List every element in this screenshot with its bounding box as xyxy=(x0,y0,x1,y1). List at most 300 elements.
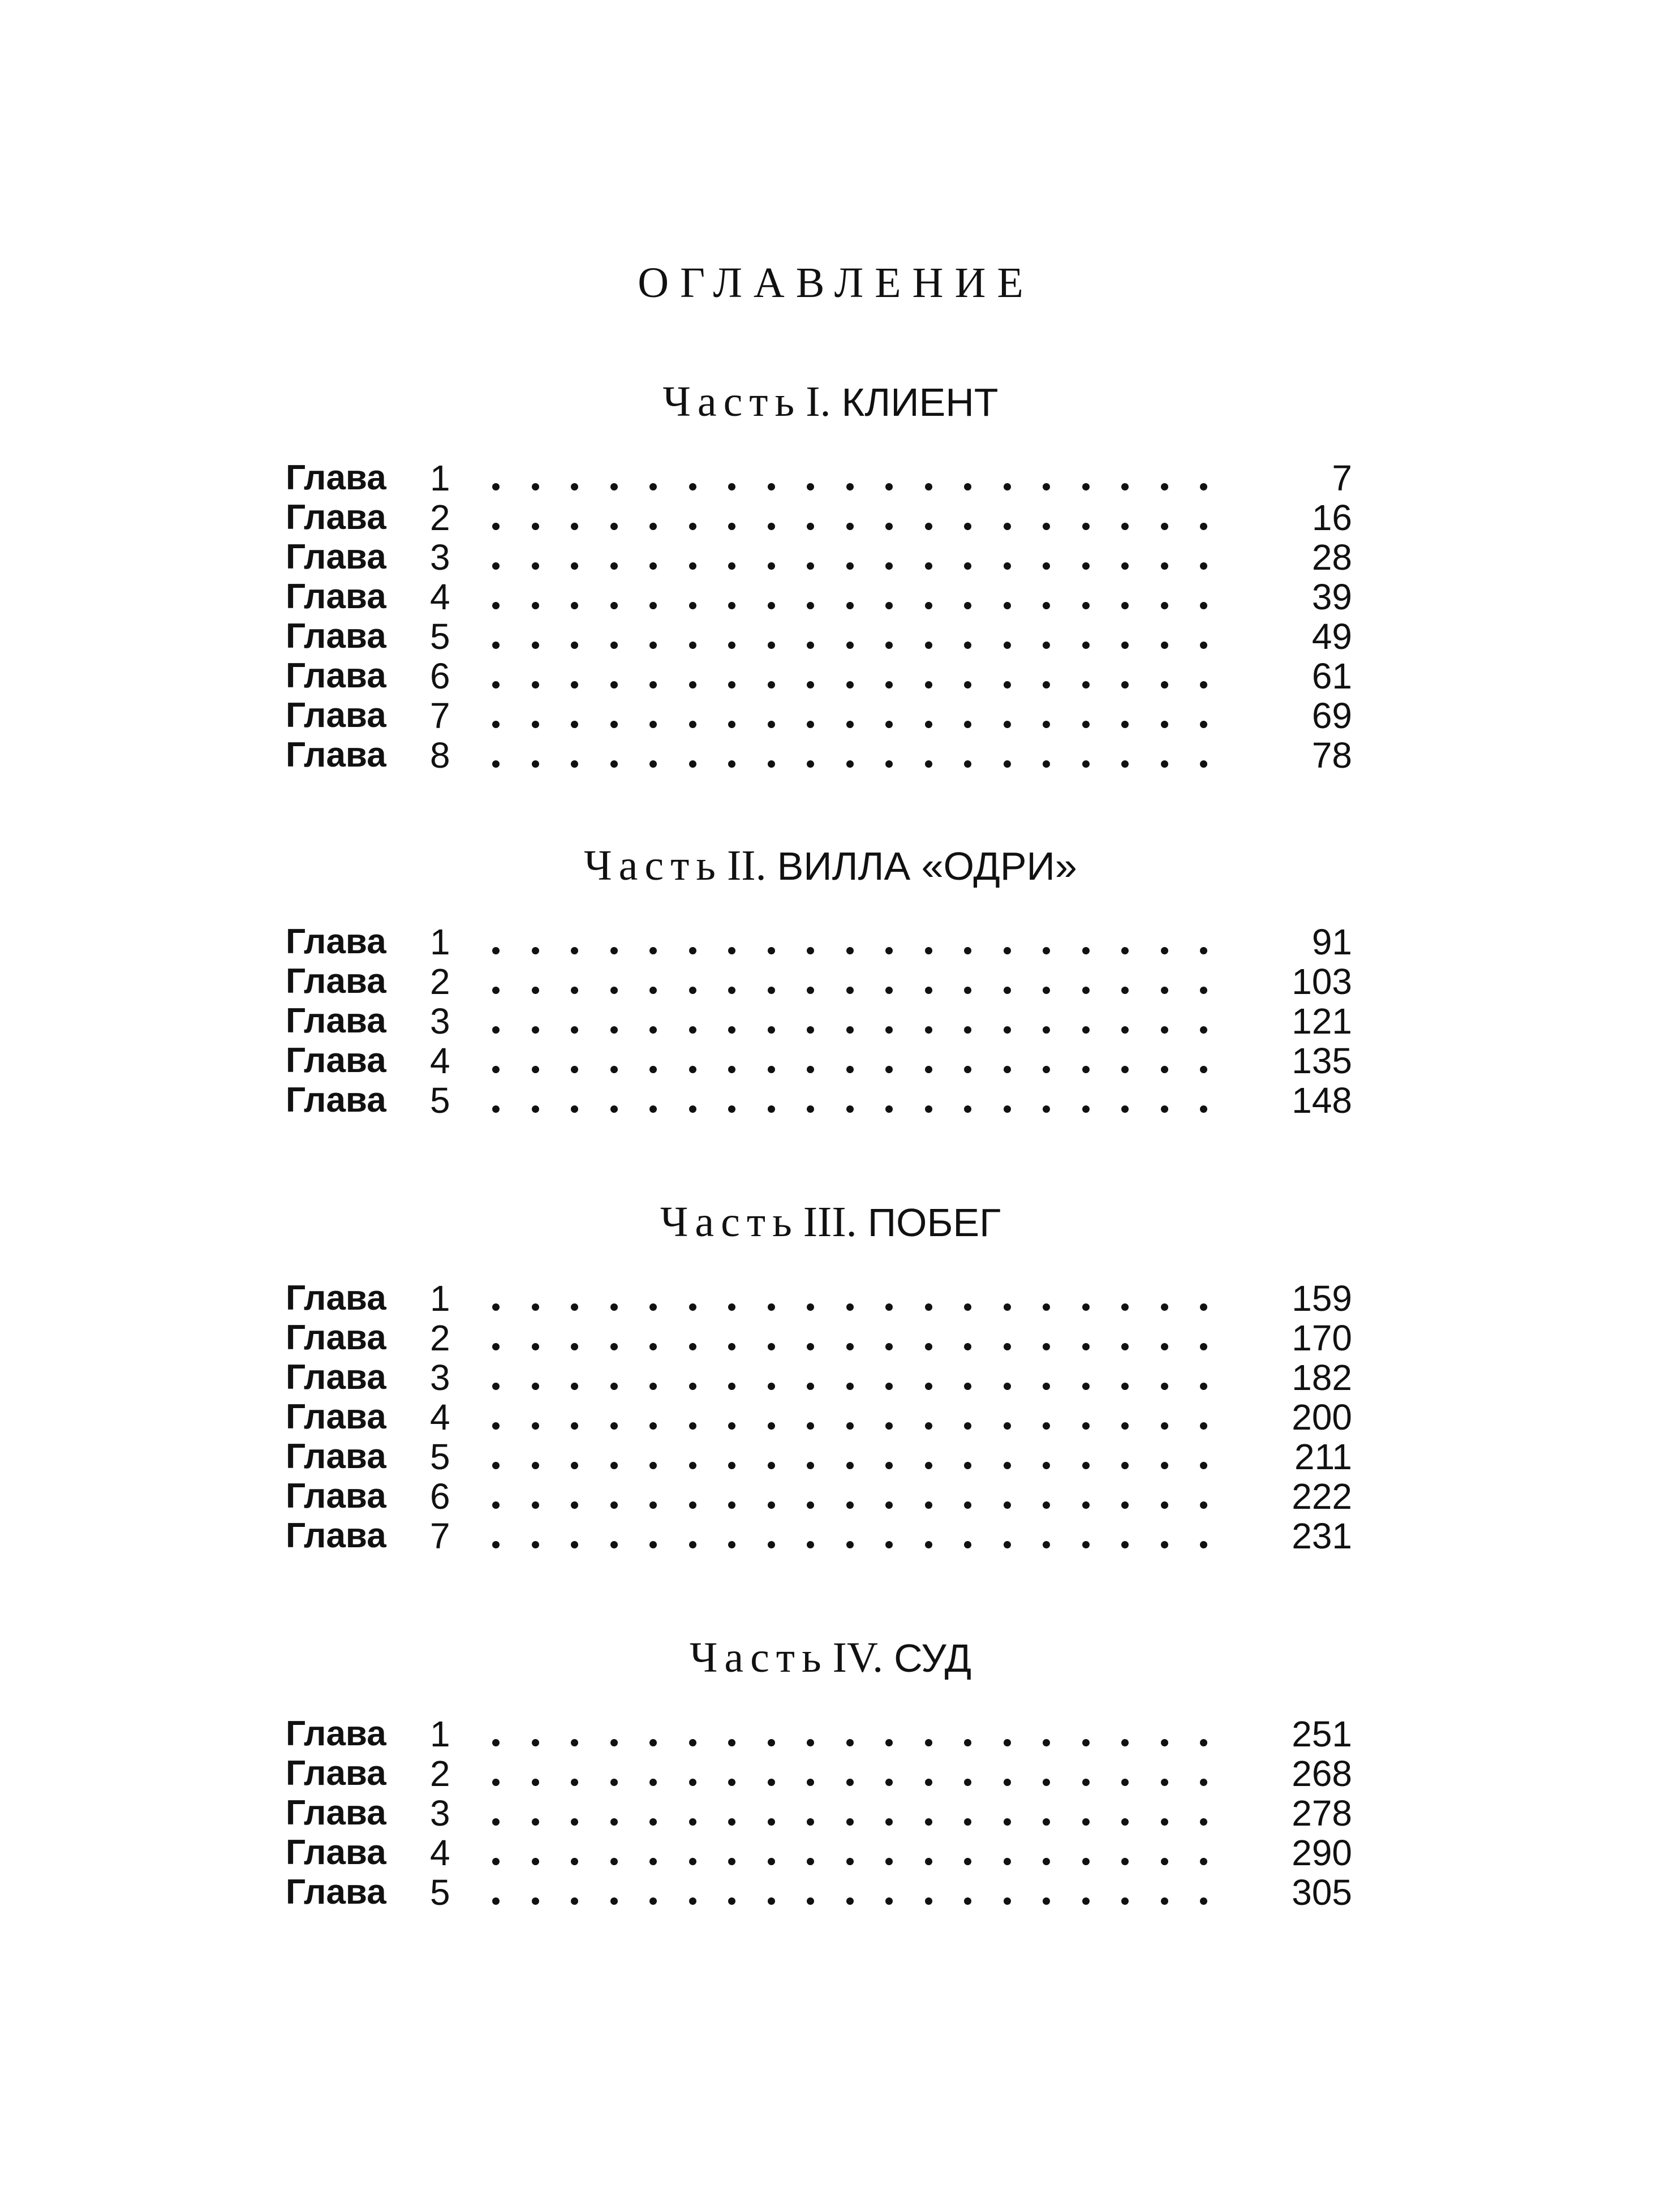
chapter-page-number: 231 xyxy=(1292,1516,1352,1556)
leader-dot xyxy=(885,947,893,954)
leader-dot xyxy=(964,483,971,490)
dot-leader xyxy=(492,577,1245,617)
leader-dot xyxy=(885,602,893,609)
leader-dot xyxy=(689,483,696,490)
leader-dot xyxy=(1121,947,1129,954)
chapter-page-number: 135 xyxy=(1292,1040,1352,1081)
leader-dot xyxy=(649,1501,657,1509)
chapter-page-number: 148 xyxy=(1292,1080,1352,1121)
leader-dot xyxy=(1082,602,1090,609)
leader-dot xyxy=(925,1779,932,1786)
leader-dot xyxy=(846,987,854,994)
leader-dot xyxy=(1161,1422,1168,1430)
leader-dot xyxy=(768,523,775,530)
leader-dot xyxy=(532,1026,539,1034)
leader-dot xyxy=(925,1105,932,1113)
chapter-page-number: 170 xyxy=(1292,1318,1352,1358)
chapter-number: 2 xyxy=(430,1318,450,1358)
leader-dot xyxy=(689,523,696,530)
leader-dot xyxy=(532,1303,539,1311)
chapter-label: Глава xyxy=(286,1477,386,1516)
chapter-number: 7 xyxy=(430,1516,450,1556)
dot-leader xyxy=(492,1397,1245,1437)
part-name: ПОБЕГ xyxy=(867,1200,1001,1245)
leader-dot xyxy=(728,1383,735,1390)
leader-dot xyxy=(1043,1858,1050,1865)
part-numeral: I. xyxy=(806,378,831,425)
leader-dot xyxy=(649,947,657,954)
leader-dot xyxy=(689,562,696,570)
chapter-row[interactable] xyxy=(0,735,1661,775)
leader-dot xyxy=(807,1818,814,1826)
leader-dot xyxy=(1161,1303,1168,1311)
leader-dot xyxy=(1200,1343,1207,1350)
dot-leader xyxy=(492,1318,1245,1358)
leader-dot xyxy=(768,1739,775,1746)
leader-dot xyxy=(610,1779,618,1786)
dot-leader xyxy=(492,656,1245,696)
leader-dot xyxy=(649,483,657,490)
leader-dot xyxy=(768,1818,775,1826)
leader-dot xyxy=(571,721,578,728)
leader-dot xyxy=(807,1422,814,1430)
leader-dot xyxy=(492,1343,500,1350)
leader-dot xyxy=(1121,562,1129,570)
leader-dot xyxy=(925,760,932,768)
leader-dot xyxy=(492,1779,500,1786)
leader-dot xyxy=(1043,1818,1050,1826)
chapter-label: Глава xyxy=(286,1358,386,1397)
leader-dot xyxy=(689,681,696,688)
chapter-row[interactable] xyxy=(0,498,1661,537)
leader-dot xyxy=(1121,1462,1129,1469)
leader-dot xyxy=(885,1105,893,1113)
leader-dot xyxy=(885,760,893,768)
leader-dot xyxy=(807,947,814,954)
leader-dot xyxy=(610,642,618,649)
chapter-number: 3 xyxy=(430,1793,450,1834)
leader-dot xyxy=(1121,1818,1129,1826)
leader-dot xyxy=(689,1105,696,1113)
leader-dot xyxy=(1200,1422,1207,1430)
leader-dot xyxy=(1082,1422,1090,1430)
leader-dot xyxy=(768,681,775,688)
leader-dot xyxy=(1121,721,1129,728)
chapter-page-number: 251 xyxy=(1292,1714,1352,1754)
leader-dot xyxy=(1121,1501,1129,1509)
chapter-page-number: 7 xyxy=(1332,458,1352,498)
leader-dot xyxy=(1004,1739,1011,1746)
leader-dot xyxy=(1004,642,1011,649)
chapter-row[interactable] xyxy=(0,1041,1661,1081)
leader-dot xyxy=(925,1422,932,1430)
chapter-label: Глава xyxy=(286,1754,386,1793)
leader-dot xyxy=(532,523,539,530)
chapter-number: 5 xyxy=(430,1872,450,1913)
chapter-number: 7 xyxy=(430,695,450,736)
leader-dot xyxy=(610,602,618,609)
chapter-row[interactable] xyxy=(0,656,1661,696)
leader-dot xyxy=(689,1897,696,1905)
leader-dot xyxy=(1004,523,1011,530)
leader-dot xyxy=(846,1422,854,1430)
leader-dot xyxy=(1004,1897,1011,1905)
chapter-row[interactable] xyxy=(0,1397,1661,1437)
chapter-number: 5 xyxy=(430,1080,450,1121)
leader-dot xyxy=(885,1858,893,1865)
leader-dot xyxy=(728,947,735,954)
leader-dot xyxy=(610,1303,618,1311)
leader-dot xyxy=(1161,1541,1168,1548)
leader-dot xyxy=(728,1105,735,1113)
leader-dot xyxy=(571,1739,578,1746)
leader-dot xyxy=(532,1343,539,1350)
leader-dot xyxy=(964,987,971,994)
chapter-row[interactable] xyxy=(0,617,1661,656)
leader-dot xyxy=(532,1422,539,1430)
leader-dot xyxy=(768,1343,775,1350)
chapter-label: Глава xyxy=(286,1833,386,1872)
leader-dot xyxy=(925,562,932,570)
leader-dot xyxy=(610,523,618,530)
leader-dot xyxy=(492,562,500,570)
leader-dot xyxy=(728,1462,735,1469)
leader-dot xyxy=(649,1739,657,1746)
dot-leader xyxy=(492,1754,1245,1793)
leader-dot xyxy=(1121,523,1129,530)
leader-dot xyxy=(1121,483,1129,490)
leader-dot xyxy=(492,1818,500,1826)
leader-dot xyxy=(768,483,775,490)
leader-dot xyxy=(492,947,500,954)
part-numeral: IV. xyxy=(832,1634,884,1681)
part-heading xyxy=(0,1194,1661,1251)
leader-dot xyxy=(1200,642,1207,649)
leader-dot xyxy=(571,1422,578,1430)
leader-dot xyxy=(1200,987,1207,994)
chapter-row[interactable] xyxy=(0,1437,1661,1477)
chapter-label: Глава xyxy=(286,498,386,537)
leader-dot xyxy=(1082,987,1090,994)
chapter-number: 6 xyxy=(430,1476,450,1517)
chapter-row[interactable] xyxy=(0,1516,1661,1556)
chapter-row[interactable] xyxy=(0,1279,1661,1318)
leader-dot xyxy=(532,483,539,490)
leader-dot xyxy=(492,1541,500,1548)
leader-dot xyxy=(925,1303,932,1311)
leader-dot xyxy=(885,681,893,688)
leader-dot xyxy=(1004,1343,1011,1350)
chapter-label: Глава xyxy=(286,1001,386,1040)
leader-dot xyxy=(1161,1501,1168,1509)
leader-dot xyxy=(610,1541,618,1548)
leader-dot xyxy=(768,562,775,570)
chapter-row[interactable] xyxy=(0,1754,1661,1793)
dot-leader xyxy=(492,617,1245,656)
leader-dot xyxy=(885,1303,893,1311)
leader-dot xyxy=(532,1066,539,1073)
leader-dot xyxy=(885,1818,893,1826)
chapter-label: Глава xyxy=(286,1397,386,1436)
chapter-label: Глава xyxy=(286,922,386,961)
leader-dot xyxy=(846,947,854,954)
leader-dot xyxy=(1004,1818,1011,1826)
leader-dot xyxy=(1004,1066,1011,1073)
leader-dot xyxy=(768,721,775,728)
leader-dot xyxy=(728,602,735,609)
leader-dot xyxy=(649,523,657,530)
chapter-row[interactable] xyxy=(0,1318,1661,1358)
dot-leader xyxy=(492,1437,1245,1477)
leader-dot xyxy=(768,1105,775,1113)
leader-dot xyxy=(846,1541,854,1548)
chapter-row[interactable] xyxy=(0,1714,1661,1754)
page-title: ОГЛАВЛЕНИЕ xyxy=(638,259,1035,307)
leader-dot xyxy=(1161,1343,1168,1350)
leader-dot xyxy=(1161,1818,1168,1826)
leader-dot xyxy=(728,1343,735,1350)
dot-leader xyxy=(492,1358,1245,1397)
leader-dot xyxy=(1043,562,1050,570)
leader-dot xyxy=(1121,1303,1129,1311)
leader-dot xyxy=(689,1343,696,1350)
leader-dot xyxy=(571,523,578,530)
leader-dot xyxy=(1004,1383,1011,1390)
leader-dot xyxy=(885,1462,893,1469)
leader-dot xyxy=(885,1343,893,1350)
leader-dot xyxy=(964,1066,971,1073)
leader-dot xyxy=(925,523,932,530)
chapter-number: 1 xyxy=(430,922,450,962)
leader-dot xyxy=(807,1026,814,1034)
leader-dot xyxy=(689,987,696,994)
leader-dot xyxy=(1121,1066,1129,1073)
part-numeral: II. xyxy=(726,842,767,889)
dot-leader xyxy=(492,458,1245,498)
leader-dot xyxy=(1043,642,1050,649)
leader-dot xyxy=(532,1541,539,1548)
chapter-row[interactable] xyxy=(0,962,1661,1001)
leader-dot xyxy=(1121,1858,1129,1865)
leader-dot xyxy=(1082,1779,1090,1786)
chapter-row[interactable] xyxy=(0,1793,1661,1833)
leader-dot xyxy=(964,1739,971,1746)
dot-leader xyxy=(492,922,1245,962)
leader-dot xyxy=(1200,1818,1207,1826)
part-numeral: III. xyxy=(803,1198,857,1246)
leader-dot xyxy=(610,1818,618,1826)
chapter-page-number: 290 xyxy=(1292,1832,1352,1873)
leader-dot xyxy=(1200,1026,1207,1034)
chapter-label: Глава xyxy=(286,735,386,774)
part-word: Часть xyxy=(660,1198,799,1246)
chapter-page-number: 69 xyxy=(1311,695,1352,736)
chapter-row[interactable] xyxy=(0,537,1661,577)
leader-dot xyxy=(1082,1501,1090,1509)
leader-dot xyxy=(846,1462,854,1469)
leader-dot xyxy=(768,602,775,609)
leader-dot xyxy=(649,1026,657,1034)
leader-dot xyxy=(1200,1897,1207,1905)
leader-dot xyxy=(1004,602,1011,609)
leader-dot xyxy=(1121,1422,1129,1430)
leader-dot xyxy=(1082,642,1090,649)
leader-dot xyxy=(1200,483,1207,490)
chapter-row[interactable] xyxy=(0,696,1661,735)
leader-dot xyxy=(964,1818,971,1826)
leader-dot xyxy=(1121,1897,1129,1905)
leader-dot xyxy=(846,1739,854,1746)
leader-dot xyxy=(571,1026,578,1034)
leader-dot xyxy=(846,1818,854,1826)
chapter-row[interactable] xyxy=(0,1358,1661,1397)
leader-dot xyxy=(571,1779,578,1786)
chapter-number: 4 xyxy=(430,576,450,617)
leader-dot xyxy=(649,1343,657,1350)
leader-dot xyxy=(571,681,578,688)
leader-dot xyxy=(571,987,578,994)
chapter-number: 3 xyxy=(430,1001,450,1042)
chapter-page-number: 91 xyxy=(1311,922,1352,962)
leader-dot xyxy=(846,760,854,768)
leader-dot xyxy=(768,1858,775,1865)
leader-dot xyxy=(1082,1897,1090,1905)
leader-dot xyxy=(768,1541,775,1548)
leader-dot xyxy=(1200,1779,1207,1786)
leader-dot xyxy=(964,1303,971,1311)
leader-dot xyxy=(846,1501,854,1509)
leader-dot xyxy=(1200,947,1207,954)
chapter-label: Глава xyxy=(286,696,386,735)
chapter-page-number: 28 xyxy=(1311,537,1352,578)
chapter-row[interactable] xyxy=(0,1001,1661,1041)
leader-dot xyxy=(807,562,814,570)
leader-dot xyxy=(571,1105,578,1113)
leader-dot xyxy=(1200,562,1207,570)
dot-leader xyxy=(492,1873,1245,1912)
leader-dot xyxy=(1161,483,1168,490)
leader-dot xyxy=(846,1343,854,1350)
leader-dot xyxy=(925,1343,932,1350)
chapter-page-number: 16 xyxy=(1311,497,1352,538)
leader-dot xyxy=(689,642,696,649)
leader-dot xyxy=(728,1303,735,1311)
leader-dot xyxy=(768,760,775,768)
leader-dot xyxy=(807,1541,814,1548)
leader-dot xyxy=(925,1739,932,1746)
leader-dot xyxy=(728,1422,735,1430)
leader-dot xyxy=(1082,1066,1090,1073)
chapter-page-number: 39 xyxy=(1311,576,1352,617)
chapter-row[interactable] xyxy=(0,1873,1661,1912)
leader-dot xyxy=(1200,602,1207,609)
part-word: Часть xyxy=(689,1634,828,1681)
chapter-row[interactable] xyxy=(0,1477,1661,1516)
leader-dot xyxy=(807,1858,814,1865)
chapter-number: 6 xyxy=(430,656,450,696)
chapter-row[interactable] xyxy=(0,922,1661,962)
leader-dot xyxy=(964,681,971,688)
leader-dot xyxy=(964,1541,971,1548)
leader-dot xyxy=(925,1501,932,1509)
leader-dot xyxy=(768,1897,775,1905)
chapter-row[interactable] xyxy=(0,1833,1661,1873)
leader-dot xyxy=(885,1066,893,1073)
leader-dot xyxy=(807,1343,814,1350)
chapter-label: Глава xyxy=(286,617,386,656)
chapter-number: 3 xyxy=(430,1357,450,1398)
leader-dot xyxy=(1043,1739,1050,1746)
leader-dot xyxy=(571,483,578,490)
chapter-number: 1 xyxy=(430,1278,450,1319)
leader-dot xyxy=(964,1026,971,1034)
leader-dot xyxy=(807,1462,814,1469)
leader-dot xyxy=(964,602,971,609)
chapter-number: 8 xyxy=(430,735,450,776)
leader-dot xyxy=(885,1383,893,1390)
leader-dot xyxy=(964,642,971,649)
leader-dot xyxy=(964,1462,971,1469)
leader-dot xyxy=(649,1066,657,1073)
leader-dot xyxy=(925,1818,932,1826)
leader-dot xyxy=(689,1739,696,1746)
leader-dot xyxy=(532,1779,539,1786)
leader-dot xyxy=(1043,1897,1050,1905)
chapter-row[interactable] xyxy=(0,1081,1661,1120)
leader-dot xyxy=(768,1462,775,1469)
leader-dot xyxy=(1043,1343,1050,1350)
leader-dot xyxy=(925,642,932,649)
chapter-label: Глава xyxy=(286,537,386,576)
leader-dot xyxy=(610,760,618,768)
leader-dot xyxy=(1200,760,1207,768)
leader-dot xyxy=(532,1501,539,1509)
chapter-number: 2 xyxy=(430,961,450,1002)
leader-dot xyxy=(649,1818,657,1826)
dot-leader xyxy=(492,962,1245,1001)
leader-dot xyxy=(964,1343,971,1350)
leader-dot xyxy=(728,1897,735,1905)
leader-dot xyxy=(807,987,814,994)
chapter-row[interactable] xyxy=(0,577,1661,617)
dot-leader xyxy=(492,1477,1245,1516)
leader-dot xyxy=(1082,1026,1090,1034)
leader-dot xyxy=(846,642,854,649)
leader-dot xyxy=(768,987,775,994)
leader-dot xyxy=(649,1541,657,1548)
leader-dot xyxy=(846,483,854,490)
leader-dot xyxy=(846,1026,854,1034)
leader-dot xyxy=(885,1026,893,1034)
leader-dot xyxy=(846,1897,854,1905)
leader-dot xyxy=(925,681,932,688)
leader-dot xyxy=(925,1858,932,1865)
leader-dot xyxy=(1161,523,1168,530)
leader-dot xyxy=(885,1501,893,1509)
chapter-page-number: 121 xyxy=(1292,1001,1352,1042)
leader-dot xyxy=(1161,1462,1168,1469)
leader-dot xyxy=(649,1105,657,1113)
chapter-row[interactable] xyxy=(0,458,1661,498)
leader-dot xyxy=(689,1422,696,1430)
leader-dot xyxy=(649,681,657,688)
chapter-label: Глава xyxy=(286,1437,386,1476)
leader-dot xyxy=(728,1858,735,1865)
leader-dot xyxy=(768,1422,775,1430)
leader-dot xyxy=(1043,681,1050,688)
dot-leader xyxy=(492,735,1245,775)
leader-dot xyxy=(1200,1858,1207,1865)
